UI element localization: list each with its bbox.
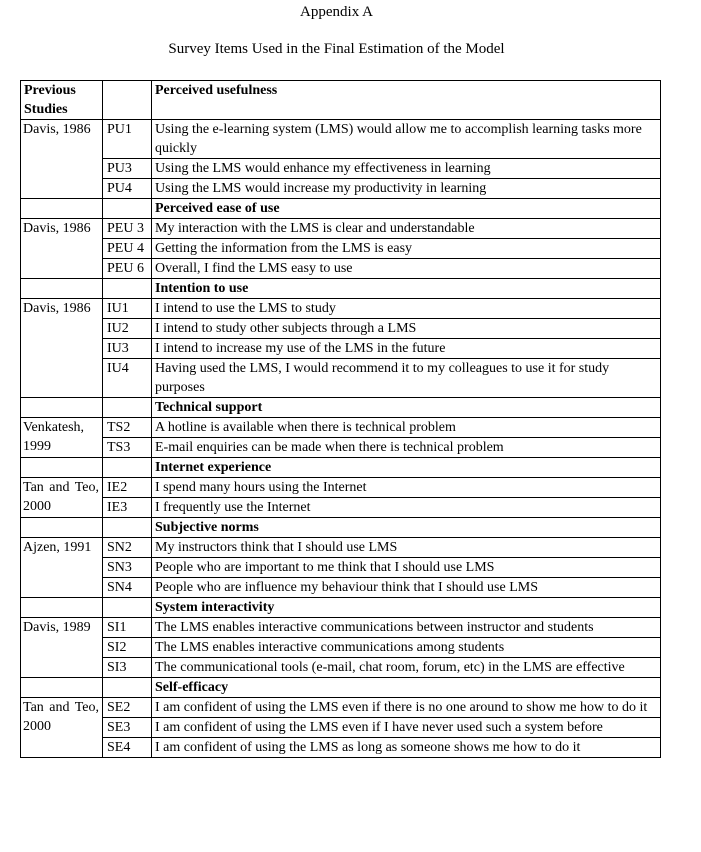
table-row xyxy=(21,658,661,678)
table-row xyxy=(21,299,661,319)
empty-cell xyxy=(103,678,152,698)
table-row xyxy=(21,698,661,718)
item-code: IU3 xyxy=(103,339,152,359)
section-header-row xyxy=(21,398,661,418)
item-code: PU4 xyxy=(103,179,152,199)
item-text: Getting the information from the LMS is easy xyxy=(152,239,661,259)
item-code: SI1 xyxy=(103,618,152,638)
section-title: Technical support xyxy=(152,398,661,418)
table-row xyxy=(21,259,661,279)
item-text: My interaction with the LMS is clear and understandable xyxy=(152,219,661,239)
table-row xyxy=(21,718,661,738)
table-row xyxy=(21,558,661,578)
item-text: A hotline is available when there is technical problem xyxy=(152,418,661,438)
item-text: People who are important to me think that I should use LMS xyxy=(152,558,661,578)
section-title: Internet experience xyxy=(152,458,661,478)
table-row xyxy=(21,339,661,359)
section-title: Intention to use xyxy=(152,279,661,299)
item-text: The communicational tools (e-mail, chat room, forum, etc) in the LMS are effective xyxy=(152,658,661,678)
table-row xyxy=(21,498,661,518)
item-text: I spend many hours using the Internet xyxy=(152,478,661,498)
appendix-heading: Appendix A xyxy=(300,4,373,20)
study-cell: Venkatesh, 1999 xyxy=(21,418,103,458)
section-title: Perceived ease of use xyxy=(152,199,661,219)
empty-cell xyxy=(21,398,103,418)
item-code: SN3 xyxy=(103,558,152,578)
section-title: Subjective norms xyxy=(152,518,661,538)
item-code: SN4 xyxy=(103,578,152,598)
empty-cell xyxy=(21,199,103,219)
study-cell: Davis, 1989 xyxy=(21,618,103,678)
item-text: Having used the LMS, I would recommend it to my colleagues to use it for study purposes xyxy=(152,359,661,398)
table-row xyxy=(21,738,661,758)
item-code: SI2 xyxy=(103,638,152,658)
item-text: I intend to use the LMS to study xyxy=(152,299,661,319)
section-title: Perceived usefulness xyxy=(152,81,661,120)
table-row xyxy=(21,219,661,239)
section-header-row xyxy=(21,199,661,219)
empty-cell xyxy=(21,458,103,478)
section-title: System interactivity xyxy=(152,598,661,618)
item-code: PU3 xyxy=(103,159,152,179)
empty-cell xyxy=(21,518,103,538)
item-code: IU4 xyxy=(103,359,152,398)
table-row xyxy=(21,120,661,159)
item-text: I am confident of using the LMS even if I have never used such a system before xyxy=(152,718,661,738)
table-row xyxy=(21,319,661,339)
previous-studies-header: Previous Studies xyxy=(21,81,103,120)
section-header-row xyxy=(21,279,661,299)
empty-cell xyxy=(21,678,103,698)
item-code: PU1 xyxy=(103,120,152,159)
table-row xyxy=(21,438,661,458)
code-header-cell xyxy=(103,81,152,120)
item-code: IU1 xyxy=(103,299,152,319)
study-cell: Davis, 1986 xyxy=(21,299,103,398)
study-cell: Tan and Teo, 2000 xyxy=(21,478,103,518)
item-code: PEU 3 xyxy=(103,219,152,239)
study-cell: Ajzen, 1991 xyxy=(21,538,103,598)
empty-cell xyxy=(21,279,103,299)
table-row xyxy=(21,179,661,199)
item-code: IE3 xyxy=(103,498,152,518)
item-text: Using the e-learning system (LMS) would allow me to accomplish learning tasks more quickly xyxy=(152,120,661,159)
item-text: E-mail enquiries can be made when there is technical problem xyxy=(152,438,661,458)
table-caption: Survey Items Used in the Final Estimation of the Model xyxy=(168,41,505,57)
section-title: Self-efficacy xyxy=(152,678,661,698)
table-row xyxy=(21,478,661,498)
item-code: IE2 xyxy=(103,478,152,498)
item-text: I intend to study other subjects through a LMS xyxy=(152,319,661,339)
item-text: I intend to increase my use of the LMS in the future xyxy=(152,339,661,359)
empty-cell xyxy=(103,518,152,538)
item-text: Using the LMS would enhance my effectiveness in learning xyxy=(152,159,661,179)
table-row xyxy=(21,359,661,398)
item-text: My instructors think that I should use LMS xyxy=(152,538,661,558)
empty-cell xyxy=(103,279,152,299)
item-text: I frequently use the Internet xyxy=(152,498,661,518)
section-header-row xyxy=(21,518,661,538)
empty-cell xyxy=(21,598,103,618)
section-header-row xyxy=(21,458,661,478)
table-row xyxy=(21,538,661,558)
item-code: SE4 xyxy=(103,738,152,758)
study-cell: Davis, 1986 xyxy=(21,120,103,199)
table-row xyxy=(21,159,661,179)
item-code: SN2 xyxy=(103,538,152,558)
section-header-row xyxy=(21,678,661,698)
empty-cell xyxy=(103,199,152,219)
item-text: The LMS enables interactive communications between instructor and students xyxy=(152,618,661,638)
item-code: SE2 xyxy=(103,698,152,718)
empty-cell xyxy=(103,398,152,418)
item-code: PEU 6 xyxy=(103,259,152,279)
table-header-row xyxy=(21,81,661,120)
empty-cell xyxy=(103,598,152,618)
item-code: IU2 xyxy=(103,319,152,339)
section-header-row xyxy=(21,598,661,618)
item-text: The LMS enables interactive communications among students xyxy=(152,638,661,658)
item-code: TS3 xyxy=(103,438,152,458)
item-code: SI3 xyxy=(103,658,152,678)
item-code: SE3 xyxy=(103,718,152,738)
survey-items-table xyxy=(20,80,661,758)
table-row xyxy=(21,239,661,259)
item-text: I am confident of using the LMS as long as someone shows me how to do it xyxy=(152,738,661,758)
empty-cell xyxy=(103,458,152,478)
study-cell: Davis, 1986 xyxy=(21,219,103,279)
table-row xyxy=(21,578,661,598)
item-text: Overall, I find the LMS easy to use xyxy=(152,259,661,279)
table-row xyxy=(21,618,661,638)
item-code: TS2 xyxy=(103,418,152,438)
item-text: Using the LMS would increase my productivity in learning xyxy=(152,179,661,199)
study-cell: Tan and Teo, 2000 xyxy=(21,698,103,758)
table-row xyxy=(21,418,661,438)
table-row xyxy=(21,638,661,658)
item-text: People who are influence my behaviour think that I should use LMS xyxy=(152,578,661,598)
item-code: PEU 4 xyxy=(103,239,152,259)
item-text: I am confident of using the LMS even if there is no one around to show me how to do it xyxy=(152,698,661,718)
